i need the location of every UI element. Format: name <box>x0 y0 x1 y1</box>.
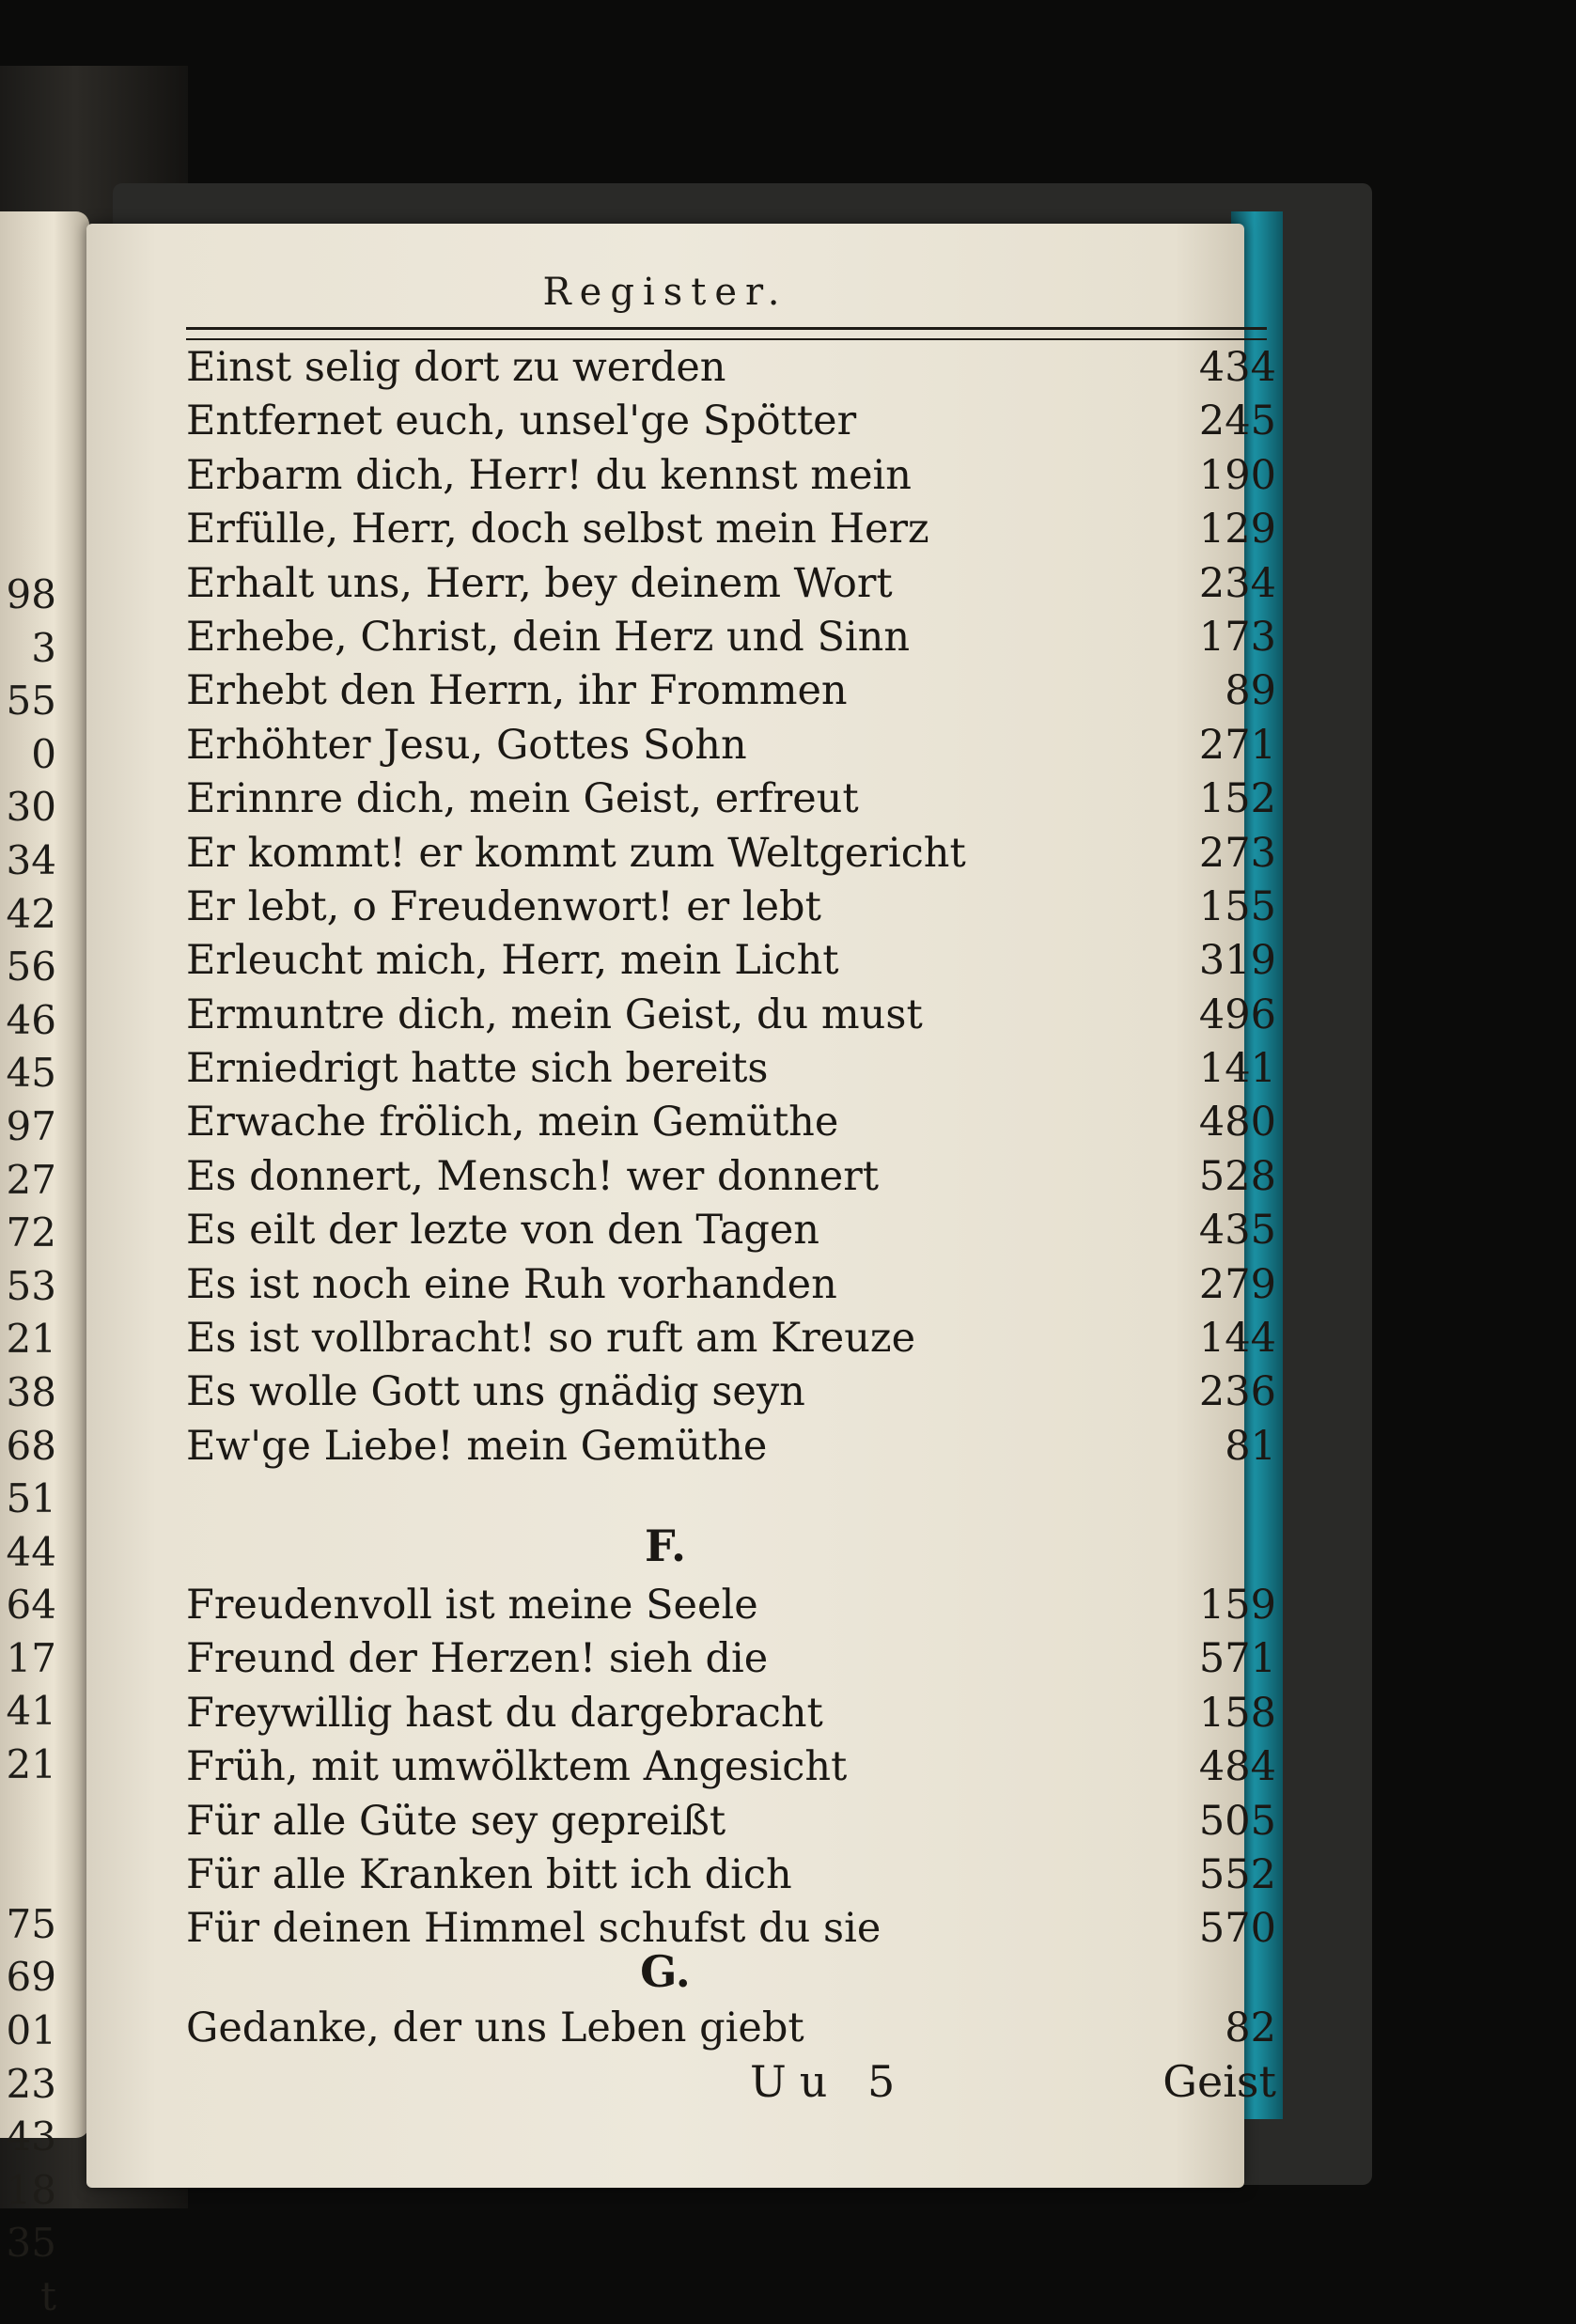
entry-page-number: 279 <box>1198 1260 1276 1308</box>
entry-title: Erleucht mich, Herr, mein Licht <box>186 937 839 985</box>
left-page-number: 34 <box>6 836 56 883</box>
entry-title: Entfernet euch, unsel'ge Spötter <box>186 398 857 445</box>
index-entry <box>186 1851 1276 1905</box>
left-page-numbers <box>0 569 56 2324</box>
left-page-number: 53 <box>6 1262 56 1309</box>
left-page-number: 46 <box>6 996 56 1043</box>
index-entry <box>186 1261 1276 1315</box>
left-page-number: 56 <box>6 944 56 990</box>
signature-mark: Uu 5 <box>750 2056 909 2107</box>
entry-page-number: 484 <box>1198 1743 1276 1791</box>
entry-title: Freudenvoll ist meine Seele <box>186 1582 758 1629</box>
entry-title: Erhöhter Jesu, Gottes Sohn <box>186 721 747 769</box>
entry-title: Ew'ge Liebe! mein Gemüthe <box>186 1422 768 1470</box>
left-page-number: 64 <box>6 1582 56 1629</box>
entry-title: Es ist vollbracht! so ruft am Kreuze <box>186 1315 916 1363</box>
left-page <box>0 211 89 2319</box>
entry-title: Er lebt, o Freudenwort! er lebt <box>186 882 821 930</box>
entry-page-number: 435 <box>1198 1207 1276 1255</box>
entry-title: Freund der Herzen! sieh die <box>186 1635 769 1683</box>
left-page-number: 18 <box>6 2166 56 2213</box>
entry-page-number: 89 <box>1225 667 1276 715</box>
entry-title: Erbarm dich, Herr! du kennst mein <box>186 451 912 499</box>
entry-page-number: 82 <box>1225 2004 1276 2051</box>
index-entry <box>186 1635 1276 1689</box>
entry-title: Erwache frölich, mein Gemüthe <box>186 1099 839 1146</box>
index-entry <box>186 1207 1276 1260</box>
left-page-number: 0 <box>31 730 56 777</box>
entry-page-number: 152 <box>1198 775 1276 823</box>
index-entry <box>186 722 1276 775</box>
entry-title: Erhebe, Christ, dein Herz und Sinn <box>186 613 911 661</box>
entry-title: Einst selig dort zu werden <box>186 344 726 391</box>
left-page-number: 51 <box>6 1475 56 1522</box>
entry-title: Für deinen Himmel schufst du sie <box>186 1905 882 1953</box>
index-entry <box>186 614 1276 667</box>
entry-title: Für alle Kranken bitt ich dich <box>186 1850 792 1898</box>
header-rule <box>186 327 1267 340</box>
section-letter-f: F. <box>644 1521 687 1571</box>
left-page-number: 97 <box>6 1102 56 1149</box>
index-entry <box>186 883 1276 937</box>
entry-title: Für alle Güte sey gepreißt <box>186 1797 726 1845</box>
entry-title: Er kommt! er kommt zum Weltgericht <box>186 829 966 877</box>
entry-title: Es eilt der lezte von den Tagen <box>186 1207 819 1255</box>
left-page-number: 43 <box>6 2113 56 2160</box>
entry-title: Es wolle Gott uns gnädig seyn <box>186 1368 805 1416</box>
right-page <box>86 224 1276 2188</box>
entry-page-number: 571 <box>1198 1635 1276 1683</box>
entry-page-number: 81 <box>1225 1422 1276 1470</box>
index-entry <box>186 344 1276 398</box>
index-entry <box>186 1743 1276 1797</box>
entry-title: Erniedrigt hatte sich bereits <box>186 1045 769 1093</box>
left-page-number: 68 <box>6 1422 56 1469</box>
index-entry <box>186 1099 1276 1152</box>
entry-title: Es donnert, Mensch! wer donnert <box>186 1152 880 1200</box>
entry-title: Es ist noch eine Ruh vorhanden <box>186 1260 837 1308</box>
index-entry <box>186 1798 1276 1851</box>
entry-title: Früh, mit umwölktem Angesicht <box>186 1743 848 1791</box>
entry-page-number: 144 <box>1198 1315 1276 1363</box>
index-entry <box>186 398 1276 451</box>
entry-page-number: 158 <box>1198 1689 1276 1737</box>
entry-title: Gedanke, der uns Leben giebt <box>186 2004 804 2051</box>
entry-page-number: 528 <box>1198 1152 1276 1200</box>
entry-title: Erinnre dich, mein Geist, erfreut <box>186 775 859 823</box>
entry-title: Erhalt uns, Herr, bey deinem Wort <box>186 559 893 607</box>
left-page-number: 45 <box>6 1050 56 1097</box>
entry-list-e <box>186 344 1276 1476</box>
entry-title: Ermuntre dich, mein Geist, du must <box>186 990 923 1038</box>
left-page-number <box>0 1792 56 1846</box>
index-entry <box>186 452 1276 506</box>
entry-page-number: 129 <box>1198 506 1276 554</box>
left-page-number: 72 <box>6 1209 56 1256</box>
entry-page-number: 190 <box>1198 451 1276 499</box>
index-entry <box>186 775 1276 829</box>
left-page-number: 23 <box>6 2060 56 2107</box>
index-entry <box>186 991 1276 1045</box>
index-entry <box>186 1153 1276 1207</box>
index-entry <box>186 830 1276 883</box>
entry-page-number: 570 <box>1198 1905 1276 1953</box>
left-page-number: 55 <box>6 678 56 725</box>
entry-page-number: 505 <box>1198 1797 1276 1845</box>
entry-page-number: 552 <box>1198 1850 1276 1898</box>
index-entry <box>186 667 1276 721</box>
entry-page-number: 273 <box>1198 829 1276 877</box>
left-page-number: 27 <box>6 1156 56 1203</box>
left-page-number: 75 <box>6 1900 56 1947</box>
index-entry <box>186 2004 1276 2058</box>
left-page-number: 42 <box>6 890 56 937</box>
index-entry <box>186 560 1276 614</box>
entry-page-number: 480 <box>1198 1099 1276 1146</box>
entry-page-number: 155 <box>1198 882 1276 930</box>
entry-page-number: 319 <box>1198 937 1276 985</box>
left-page-number: 21 <box>6 1316 56 1363</box>
left-page-number: 35 <box>6 2220 56 2267</box>
index-entry <box>186 1045 1276 1099</box>
entry-page-number: 234 <box>1198 559 1276 607</box>
entry-page-number: 236 <box>1198 1368 1276 1416</box>
left-page-number: 30 <box>6 784 56 831</box>
left-page-number: 41 <box>6 1688 56 1735</box>
left-page-number: 3 <box>31 624 56 671</box>
catchword: Geist <box>1162 2056 1276 2107</box>
index-entry <box>186 937 1276 990</box>
left-page-number: 38 <box>6 1368 56 1415</box>
index-entry <box>186 506 1276 559</box>
left-page-number <box>0 1845 56 1898</box>
page-footer <box>186 2056 1276 2113</box>
left-page-number: 01 <box>6 2007 56 2054</box>
entry-page-number: 496 <box>1198 990 1276 1038</box>
entry-title: Freywillig hast du dargebracht <box>186 1689 823 1737</box>
index-entry <box>186 1423 1276 1476</box>
entry-title: Erfülle, Herr, doch selbst mein Herz <box>186 506 929 554</box>
entry-page-number: 141 <box>1198 1045 1276 1093</box>
section-letter-g: G. <box>640 1946 691 1997</box>
entry-page-number: 434 <box>1198 344 1276 391</box>
page-title: Register. <box>542 271 788 314</box>
index-entry <box>186 1690 1276 1743</box>
entry-page-number: 173 <box>1198 613 1276 661</box>
entry-list-g <box>186 2004 1276 2058</box>
left-page-number: 44 <box>6 1528 56 1575</box>
entry-page-number: 159 <box>1198 1582 1276 1629</box>
left-page-number: 17 <box>6 1634 56 1681</box>
entry-title: Erhebt den Herrn, ihr Frommen <box>186 667 848 715</box>
left-page-number: 98 <box>6 571 56 617</box>
index-entry <box>186 1582 1276 1635</box>
index-entry <box>186 1315 1276 1368</box>
index-entry <box>186 1368 1276 1422</box>
left-page-number: 21 <box>6 1741 56 1788</box>
entry-page-number: 245 <box>1198 398 1276 445</box>
entry-list-f <box>186 1582 1276 1959</box>
left-page-number: t <box>40 2273 56 2319</box>
left-page-number: 69 <box>6 1954 56 2001</box>
entry-page-number: 271 <box>1198 721 1276 769</box>
